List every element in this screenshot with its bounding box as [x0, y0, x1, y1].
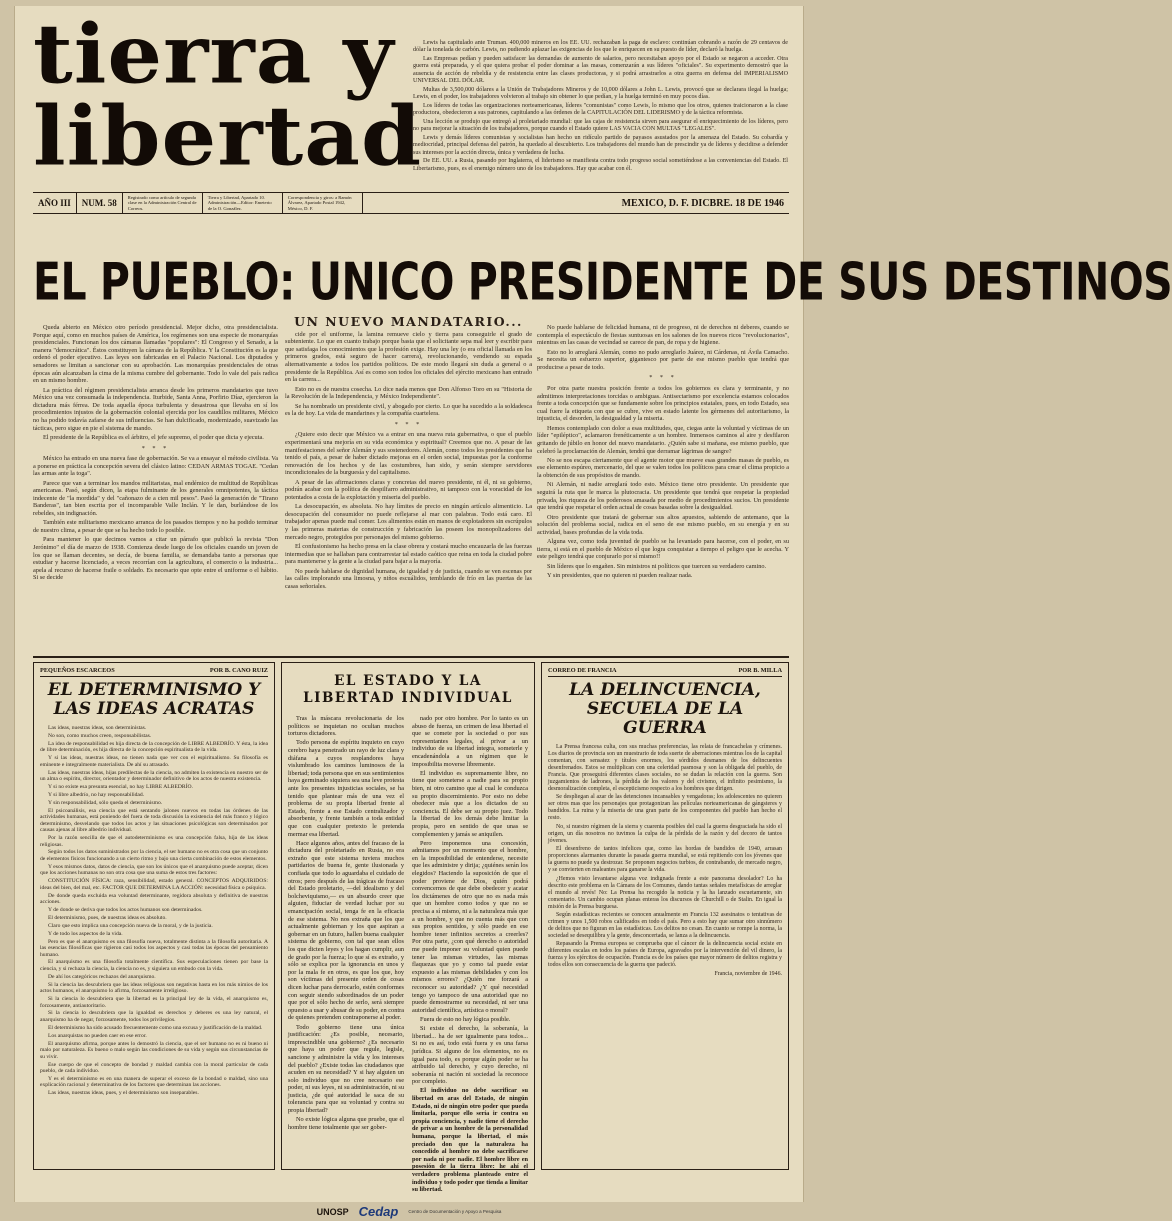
info-bar	[33, 192, 789, 214]
section-separator: * * *	[649, 374, 677, 382]
title-line: EL DETERMINISMO Y	[47, 680, 261, 700]
paragraph: Lewis y demás líderes comunistas y socialistas han hecho un ridículo partido de payasos asustados por la amenaza del Estado. Su cobardía y mediocridad, principal defensa del patrón, ha quedado al descubierto. Los trabajadores del mundo han de prescindir ya de líderes y decidirse a defender sus intereses por la acción directa, única y verdadera de lucha.	[413, 135, 788, 156]
masthead-title-line1: tierra y	[33, 6, 395, 103]
publisher-note: Tierra y Libertad, Apartado 10. Administración—Editor: Emeterio de la O. González.	[203, 193, 283, 213]
main-headline: EL PUEBLO: UNICO PRESIDENTE DE SUS DESTINOS	[33, 252, 1172, 312]
paragraph: El desenfreno de tantos infelices que, como las hordas de bandidos de 1940, arrasan proporciones alarmantes durante la pasada guerra mundial, se está repitiendo con los jóvenes que la guerra no puede ya destrozar. Se proponen negocios turbios, de contrabando, de mercado negro, y se convierten en maleantes para ganarse la vida.	[548, 846, 782, 874]
article-title	[40, 681, 268, 719]
section-separator: * * *	[141, 444, 170, 452]
masthead-title-line2: libertad	[33, 88, 423, 185]
article-box-estado-libertad	[281, 662, 535, 1194]
paragraph: De EE. UU. a Rusia, pasando por Inglaterra, el liderismo se manifiesta contra todo progreso social sometiéndose a las conveniencias del Estado. El Libertarismo, pues, es el enemigo número uno de los trabajadores. Hay que acabar con él.	[413, 158, 788, 172]
paragraph: El determinismo, pues, de nuestras ideas es absoluto.	[48, 914, 167, 921]
paragraph: Esto no lo arreglará Alemán, como no pudo arreglarlo Juárez, ni Cárdenas, ni Ávila Camacho. Se necesita un esfuerzo superior, gigantesco por parte de ese mismo pueblo que tendrá que producirse a pesar de todo.	[537, 348, 789, 371]
paragraph: El confusionismo ha hecho presa en la clase obrera y costará mucho encauzarla de las fuerzas intermedias que se hallaban para contrarrestar tal estado caótico que reina en toda la ciudad pobre para mantenerse y la gente a la ciudad para bajar a la mayoría.	[285, 543, 532, 566]
paragraph: Todo gobierno tiene una única justificación: ¿Es posible, necesario, imprescindible una gobierno? ¿Es necesario que haya un poder que regule, legisle, sancione y administre la vida y los intereses del pueblo? ¿Existe todas las ciudadanos que acuden en su necesidad? Y si hay alguien un solo individuo que no cree necesario ese poder, ni sus leyes, ni su administración, ni su justicia, ¿de qué autoridad le saca de su tolerancia para que su voluntad y contra su propia libertad?	[288, 1023, 404, 1115]
paragraph: La desocupación, es absoluta. No hay límites de precio en ningún artículo alimenticio. La desocupación del consumidor no puede reflejarse al mar con palabras. Todo está caro. El trabajador apenas puede mal comer. Los alimentos están en manos de explotadores sin escrúpulos y las primeras materias de construcción y fabricación las poseen los monopolizadores del mercado negro, protegidos por personajes del mismo gobierno.	[285, 503, 532, 541]
paragraph: El anarquismo es una filosofía totalmente científica. Sus especulaciones tienen por base la ciencia, y si rechaza la ciencia, la ciencia no es, y siguiera un embudo con la vida.	[40, 959, 268, 972]
paragraph: De donde queda excluida esa voluntad determinante, regidora absoluta y definitiva de nuestras acciones.	[40, 892, 268, 906]
paragraph: La práctica del régimen presidencialista arranca desde los primeros mandatarios que tuvo México una vez consumada la independencia. Iturbide, Santa Anna, Porfirio Díaz, ejercieron la dictadura más férrea. De toda aquella época turbulenta y desastrosa que llevaba en sí los procedimientos injustos de la gobernación colonial ejercida por los caudillos militares, México no ha podido todavía zafarse de sus influencias. Se han dulcificado, modernizado, suavizado las tácticas, pero sigue en pie el sistema de mando.	[33, 386, 278, 432]
paragraph: Repasando la Prensa europea se comprueba que el cáncer de la delincuencia social existe en diferentes escalas en todos los países de Europa, agravados por la intervención del vil dinero, la fuerza y los ejércitos de ocupación. Francia es de los países que mayor número de delitos registra y todos ellos son consecuencia de la guerra que padeció.	[548, 941, 782, 969]
paragraph: Las ideas, nuestras ideas, hijas predilectas de la ciencia, no admiten la existencia en nuestro ser de un alma o espíritu, director, orientador y determinador definitivo de los actos de nuestra existencia.	[40, 769, 268, 783]
paragraph: Tras la máscara revolucionaria de los políticos se inquietan no ocultan muchos torturos dictadores.	[288, 715, 404, 738]
paragraph: Se despliegan al azar de las detenciones incansables y vengadoras; los adolescentes no quieren ser otros mas que los personajes que protagonizan las películas norteamericanas de gángsteres y bandidos. La ruina y la miseria de una gran parte de los componentes del pueblo han hecho el resto.	[548, 794, 782, 822]
paragraph: Hemos contemplado con dolor a esas multitudes, que, ciegas ante la voluntad y víctimas de un líder "epiléptico", aclamaron frenéticamente a un hombre. Inmensos caminos al aire y desfilaron gritando de júbilo en honor del nuevo mandatario. ¿Quién sabe si mañana, ese mismo pueblo, que celebró la proclamación de Alemán, tendrá que derramar lágrimas de sangre?	[537, 424, 789, 455]
paragraph: Pero imponemos una concesión, admitamos por un momento que el hombre, en la imposibilidad de entenderse, necesite que les administre y dirija; ¿quiénes serán los elegidos? Haciendo la suposición de que el poder proviene de Dios, quién podrá convencernos de que debe obedecer y acatar los dictámenes de otro que no es nada más que un hombre como todos y que no se precisa a sí mismo, ni a la naturaleza más que a un hombre, y que no cuenta más que con sus propios sentidos, y sólo puede en ese hombre tener infinitos secretos a creerles? Por otra parte, ¿con qué derecho o autoridad me puede imponer su voluntad quien puede tener las mismas virtudes, las mismas flaquezas que yo y como tal puede estar expuesto a las mismas debilidades y con los mismos errores? ¿Quién me forzará a reconocer su autoridad? ¿Y qué necesidad tengo yo tampoco de una autoridad que no puede demostrarme su necesidad, ni ser una autoridad científica, artística o moral?	[412, 839, 528, 1014]
paragraph: Y sin presidentes, que no quieren ni pueden realizar nada.	[547, 572, 693, 580]
paragraph: Fuera de esto no hay lógica posible.	[420, 1015, 511, 1023]
paragraph: No, si nuestro régimen de la sierra y cuarenta posibles del cual la guerra desgraciada ha sido el origen, un día nosotros no tuvimos la culpa de la pérdida de la razón y del decoro de tantos jóvenes.	[548, 823, 782, 844]
paragraph: Y sin responsabilidad, sólo queda el determinismo.	[48, 799, 163, 806]
byline	[40, 667, 268, 677]
paragraph: Francia, noviembre de 1946.	[714, 970, 782, 977]
paragraph: Según todos los datos suministrados por la ciencia, el ser humano no es otra cosa que un conjunto de elementos físicos funcionando a un cierto ritmo y bajo una cierta combinación de estos elementos.	[40, 849, 268, 862]
article-body	[548, 744, 782, 978]
correspondence-note: Correspondencia y giros: a Ramón Álvarez, Apartado Postal 1942, México, D. F.	[283, 193, 363, 213]
paragraph: Y si libre albedrío, no hay responsabilidad.	[48, 791, 145, 798]
newspaper-page	[14, 6, 1172, 1202]
archive-caption: Centro de Documentación y Apoyo a Pesquisa	[408, 1209, 502, 1214]
paragraph: Hace algunos años, antes del fracaso de la dictadura del proletariado en Rusia, no era extraño que este sistema tuviera muchos partidarios de buena fe, gente ilusionada y confiada que todo lo aguardaba el cuidado de otros; pero después de las trágicas de fracaso del Estado proletario, —del idealismo y del bolcheviquismo,— es un absurdo creer que alguien, fiduciar de verdad luchar por su emancipación social, tenga fe en la eficacia de ese sistema. No nos extraña que los que actualmente gobiernan y los que aspiran a gobernar en un futuro, hallen buena cualquier sistema de gobierno, con tal que sean ellos los que dicten leyes y los hagan cumplir, aun de grado por la fuerza; lo que sí es extraño, y sólo se explica por la ignorancia en unos y por la mala fe en otros, es que los que, hoy son víctimas del presente orden de cosas dicen luchar para derrocarlo, estén conformes con seguir siendo subordinados de un poder que por el sólo hecho de serlo, será siempre opuesto a usar y abusar de su poder, en contra de quienes pretenden contraponerse al poder.	[288, 839, 404, 1022]
paragraph: Los anarquistas no pueden caer en ese error.	[48, 1032, 147, 1039]
paragraph: Si la ciencia lo descubriera que la igualdad es derechos y deberes es una ley natural, el anarquismo ha de negar, forzosamente, todos los privilegios.	[40, 1010, 268, 1023]
issue-year: AÑO III	[33, 193, 77, 213]
paragraph: Y si las ideas, nuestras ideas, no tienen nada que ver con el espiritualismo. Su filosofía es eminente e integralmente materialista. De ahí su atrasado.	[40, 755, 268, 768]
paragraph: De ahí los categóricos rechazos del anarquismo.	[48, 973, 156, 980]
article-body	[288, 715, 528, 1195]
section-separator: * * *	[394, 420, 423, 428]
paragraph: El determinismo ha sido acusado frecuentemente como una excusa y justificación de la maldad.	[48, 1024, 263, 1031]
paragraph: Según estadísticas recientes se conocen anualmente en Francia 132 asesinatos o tentativas de crimen y unos 1,500 robos calificados en todo el país. Pero a esto hay que sumar otro sinnúmero de delitos que no figuran en las estadísticas. Los delitos no cesan. En cuanto se rompe la norma, la sociedad se desequilibra y la gente, desconcertada, se lanza a la delincuencia.	[548, 911, 782, 939]
text-column	[412, 715, 528, 1195]
paragraph: Para mantener lo que decimos vamos a citar un párrafo que publicó la revista "Don Jerónimo" el día de marzo de 1938. Comienza desde luego de los oficiales cuando un joven de los que se llaman decentes, se decía, de buena familia, se demandaba tanto a personas que estudiar y hacerse licenciado, a veces recorrían con la agricultura, el comercio o la industria... apela al recurso de hacerse fraile o soldado. Es necesario que opte entre el uniforme o el hábito. Si se decide	[33, 536, 278, 582]
paragraph: El psicoanálisis, esa ciencia que está sentando jalones nuevos en todas las órdenes de las actividades humanas, está poniendo del fuera de toda discusión la existencia del más franco y lógico determinismo, desvelando que todos los actos y las situaciones psicológicas son determinados por causas ajenas al libre albedrío individual.	[40, 807, 268, 834]
paragraph: Y es el determinismo es en una manera de superar el exceso de la bondad o maldad, sino una explicación racional y determinativa de los factores que determinan las acciones.	[40, 1075, 268, 1089]
paragraph: Las ideas, nuestras ideas, son deterministas.	[48, 725, 147, 731]
paragraph: El presidente de la República es el árbitro, el jefe supremo, el poder que dicta y ejecuta.	[43, 433, 264, 441]
paragraph: Esto no es de nuestra cosecha. Lo dice nada menos que Don Alfonso Toro en su "Historia de la Revolución de la Independencia, y México Independiente".	[285, 385, 532, 401]
paragraph: No puede hablarse de dignidad humana, de igualdad y de justicia, cuando se ven escenas por las calles implorando una limosna, y niños escuálidos, temblando de frío en las puertas de las casas señoriales.	[285, 567, 532, 590]
paragraph: ¿Hemos visto levantarse alguna voz indignada frente a este panorama desolador? Lo ha descrito este problema en la Cámara de los Comunes, dando tantas señales metafísicas de arreglar el mundo al revés! No: La Prensa ha recogido la noticia y la ha lanzado escuetamente, sin comentario. Un cambio ocupan planas enteras los discursos de Churchill o de Stalin. En igual la misión de la Prensa burguesa.	[548, 875, 782, 910]
paragraph: Se ha nombrado un presidente civil, y abogado por cierto. Lo que ha sucedido a la soldadesca es la de hoy. La vida de mandarines y la compañía cuartelera.	[285, 402, 532, 418]
paragraph: Y si no existe esa presunta esencial, no hay LIBRE ALBEDRÍO.	[48, 783, 193, 790]
paragraph: Claro que esto implica una concepción nueva de la moral, y de la justicia.	[48, 922, 213, 929]
paragraph: No son, como muchos creen, responsabilistas.	[48, 732, 152, 739]
cedap-logo: Cedap	[358, 1204, 399, 1219]
paragraph: Las ideas, nuestras ideas, pues, y el determinismo son inseparables.	[48, 1090, 199, 1097]
issue-number: NUM. 58	[77, 193, 123, 213]
section-label: PEQUEÑOS ESCARCEOS	[40, 667, 115, 674]
byline	[548, 667, 782, 677]
article-title: EL ESTADO Y LA LIBERTAD INDIVIDUAL	[303, 673, 513, 706]
paragraph: Ni Alemán, ni nadie arreglará todo esto. México tiene otro presidente. Un presidente que seguirá la ruta que le marca la plutocracia. Un presidente que tendrá que respetar la propiedad privada, los riqueza de los poderosos amasada por medio de procedimientos sucios. Un presidente que tendrá que respetar el orden actual de cosas basadas sobre la desigualdad.	[537, 481, 789, 512]
paragraph: Alguna vez, como toda juventud de pueblo se ha levantado para hacerse, con el poder, en su tierra, si está en el pueblo de México el que logra conquistar a tiempo el peligro que le acecha. Y este peligro tendrá que conjurarlo por sí mismo!!	[537, 538, 789, 561]
paragraph: Otro presidente que tratará de gobernar sus altos apuestos, sabiendo de antemano, que la solución del problema social, radica en el seno de ese mismo pueblo, en su energía y en su actividad, bases profundas de la vida toda.	[537, 513, 789, 536]
archive-footer	[14, 1202, 804, 1221]
paragraph: Y de donde se deriva que todos los actos humanos son determinados.	[48, 906, 203, 913]
paragraph: Una lección se produjo que entregó al proletariado mundial: que las cajas de resistencia sirven para asegurar el enriquecimiento de los líderes, pero no para mejorar la situación de los trabajadores, porque cuando el Estado quiere LAS VACIA CON MULTAS "LEGALES".	[413, 118, 788, 133]
horizontal-rule	[33, 656, 789, 658]
text-column	[288, 715, 404, 1195]
article-box-determinismo	[33, 662, 275, 1170]
paragraph: cide por el uniforme, la lamina remueve cielo y tierra para conseguirle el grado de subteniente. Lo que en cuanto trabajo porque basta que el solicitante sepa mal leer y escribir para que satisfaga los conocimientos que la profesión exige. Hay una ley (o era oficial llamada en los primeros grados, está seguro de hacer carrera), revolucionando, vendiendo su espada alternativamente a todos los partidos políticos. De este modo llegará sin duda a general o a presidente de la República. Así es como son todos los oficiales del ejército mexicano han entrado en la carrera...	[285, 330, 532, 384]
paragraph: Todo persona de espíritu inquieto en cuyo cerebro haya penetrado un rayo de luz clara y diáfana a cuyos resplandores haya vislumbrado los caminos luminosos de la libertad; toda persona que en sus sentimientos haya germinado siquiera sea una leve protesta ante los presentes injusticias sociales, se ha tenido que plantear más de una vez el problema de su propia libertad frente al Estado, frente a ese Estado centralizador y absorbente, y frente también a toda entidad que con cualquier pretexto le pretenda mermar esa libertad.	[288, 739, 404, 838]
title-line: SECUELA DE LA GUERRA	[586, 699, 744, 738]
article-title	[548, 681, 782, 738]
paragraph: Lewis ha capitulado ante Truman. 400,000 mineros en los EE. UU. rechazaban la paga de esclavo: continúan cobrando a razón de 29 centavos de dólar la tonelada de carbón. Lewis, no pudiendo aplazar las exigencias de los que le enriquecen en su puesto de líder, declaró la huelga.	[413, 40, 788, 54]
paragraph: Ese cuerpo de que el concepto de bondad y maldad cambia con la moral particular de cada pueblo, de cada individuo.	[40, 1061, 268, 1075]
paragraph: También este militarismo mexicano arranca de los pasados tiempos y no ha podido terminar de nuestro clima, a pesar de que se ha hecho todo lo posible.	[33, 519, 278, 535]
paragraph: Y esos mismos datos, datos de ciencia, que son los únicos que el anarquismo puede aceptar, dicen que los acciones humanas no son otra cosa que una suma de estos tres factores:	[40, 863, 268, 877]
top-column	[413, 40, 788, 175]
section-label: CORREO DE FRANCIA	[548, 667, 617, 674]
paragraph: Si la ciencia lo descubriera que la libertad es la principal ley de la vida, el anarquismo es, forzosamente, antiautoritario.	[40, 996, 268, 1009]
author-label: POR B. CANO RUIZ	[209, 667, 268, 674]
paragraph: El anarquismo afirma, porque antes lo demostró la ciencia, que el ser humano no es ni bueno ni malo por naturaleza. Es bueno o malo según las condiciones de su vida y según sus circunstancias de su vivir.	[40, 1040, 268, 1060]
paragraph: Si la ciencia las descubriera que las ideas religiosas son negativas hasta en los más nimios de los actos humanos, el anarquismo lo afirma, forzosamente irreligioso.	[40, 981, 268, 995]
paragraph: nado por otro hombre. Por lo tanto es un abuso de fuerza, un crimen de lesa libertad el que se comete por la sociedad o por sus representantes legales, al privar a un individuo de su libertad íntegra, someterle y encadenándola a un régimen que le imposibilita moverse libremente.	[412, 715, 528, 768]
paragraph: Las Empresas pedían y pueden satisfacer las demandas de aumento de salarios, pero necesitaban apoyo por el Estado se negaron a acceder. Otra guerra está preparada, y el que quiera probar el poder dominar a las masas, comenzarán a sus líderes "oficiales". Su experimento demostró que la ausencia de acción de rebeldía y de resistencia entre las clases productoras, y si podrá arrastrarlos a otra guerra en defensa del IMPERIALISMO UNIVERSAL DEL DÓLAR.	[413, 56, 788, 84]
paragraph: Parece que van a terminar los mandos militaristas, mal endémico de multitud de Repúblicas americanas. Pasó, según dicen, la etapa fulminante de los generales omnipotentes, la táctica indecente de "la mordida" y del "cañonazo de a cien mil pesos". Pasó la generación de "Tirano Banderas", tan bien escrita por el incomparable Valle Inclán. Y le dan, burlándose de los rebeldes, sin indignación.	[33, 479, 278, 518]
paragraph: No existe lógica alguna que pruebe, que el hombre tiene totalmente que ser gober-	[288, 1116, 404, 1131]
paragraph: Sin líderes que lo engañen. Sin ministros ni políticos que tuercen su verdadero camino.	[547, 562, 767, 570]
title-line: LAS IDEAS ACRATAS	[53, 699, 255, 719]
title-line: LA DELINCUENCIA,	[569, 680, 761, 700]
paragraph: Multas de 3,500,000 dólares a la Unión de Trabajadores Mineros y de 10,000 dólares a John L. Lewis, provocó que se declarara ilegal la huelga; Lewis, en el poder, los trabajadores volvieron al trabajo sin obtener lo que pedían, y la huelga terminó en muy pocos días.	[413, 86, 788, 101]
paragraph: Queda abierto en México otro período presidencial. Mejor dicho, otra presidencialista. Porque aquí, como en muchos países de América, los regímenes son una especie de monarquías presidenciales. Funcionan los dos cámaras llamadas "populares": El Congreso y el Senado, a la manera "democrática". Éstos constituyen la cámara de la República. Y la Constitución es la que ordenó el poder ejecutivo. Las leyes son fabricadas en el Palacio Nacional. Los diputados y senadores se limitan a sancionar con su aprobación. Las monarquías presidenciales de otras épocas aún alcanzaban la cima de la misma cumbre del gobernante. Todo lo vale del país radica en un mismo hombre.	[33, 324, 278, 385]
issue-date: MEXICO, D. F. DICBRE. 18 DE 1946	[621, 197, 784, 209]
article-box-delincuencia	[541, 662, 789, 1170]
paragraph: Por otra parte nuestra posición frente a todos los gobiernos es clara y terminante, y no admitimos interpretaciones torcidas o ambiguas. Antisectarismo por excelencia estamos colocados frente a toda concepción que se fundamente sobre los principios estatales, pues, en todo Estado, sea cual fuere la etiqueta con que se cubre, vive en estado latente los gérmenes del autoritarismo, la injusticia, el desorden, la desigualdad y la miseria.	[537, 384, 789, 423]
masthead	[33, 6, 423, 185]
paragraph: La Prensa francesa culta, con sus muchas preferencias, las relata de francachelas y crímenes. Los diarios de provincia son un muestrario de toda suerte de aberraciones mientras los de la capital comentan, con sensatez y títulos enormes, los sórdidos desmanes de los delincuentes desenfrenados. Estos se multiplican con una celeridad pasmosa y son la obligada del pueblo, de Francia. Que proseguirá diferentes clases sociales, no se dudan la relación con la guerra. Son juzgamientos de ladrones, la pérdida de los valores y del civismo, el infinito pesimismo, la desmoralización completa, el escepticismo respecto a los hombres que dirigen.	[548, 744, 782, 792]
unosp-logo: UNOSP	[316, 1206, 349, 1217]
registration-note: Registrado como artículo de segunda clase en la Administración Central de Correos.	[123, 193, 203, 213]
paragraph: El individuo es supremamente libre, no tiene que someterse a nadie para su propio bien, ni otro camino que al cual le conduzca su propio discernimiento. Por esto no debe obedecer más que a los dictados de su conciencia. El debe ser su propio juez. Todo la libertad de los demás debe limitar la propia, pero en sentido de que unas se complementen y jamás se aniquilen.	[412, 769, 528, 838]
article-subheading: UN NUEVO MANDATARIO...	[294, 314, 523, 329]
paragraph: Pero es que el anarquismo es una filosofía nueva, totalmente distinta a la filosofía autoritaria. A las esencias filosóficas que rigieron casi todos los aspectos y casi todas las épocas del pensamiento humano.	[40, 938, 268, 958]
paragraph: No se nos escapa ciertamente que el agente motor que mueve esas grandes masas de pueblo, es ese elemento espúreo, mercenario, del que se valen todos los políticos para crear el clima propicio a la obtención de sus propósitos de mando.	[537, 456, 789, 480]
paragraph: La idea de responsabilidad es hija directa de la concepción de LIBRE ALBEDRÍO. Y ésta, la idea de libre determinación, es hija directa de la concepción espiritualista de la vida.	[40, 740, 268, 754]
article-column-3	[537, 324, 789, 582]
author-label: POR B. MILLA	[738, 667, 782, 674]
paragraph: Los líderes de todas las organizaciones norteamericanas, líderes "comunistas" como Lewis, lo mismo que los otros, quienes traicionaron a la clase productora, obedecieron a sus patrones, capitulando a las órdenes de la CAPITULACIÓN DEL LIDERISMO y de la táctica reformista.	[413, 102, 788, 117]
article-column-1	[33, 324, 278, 584]
paragraph: Si existe el derecho, la soberanía, la libertad... ha de ser igualmente para todos... Si no es así, todo está fuera y es una farsa jurídica. Si alguno de los elementos, no es igual para todo, es porque algún poder se ha atribuido tal derecho, y cuyo derecho, ni soberanía ni nación ni sociedad la reconoce por completo.	[412, 1025, 528, 1086]
paragraph: No puede hablarse de felicidad humana, ni de progreso, ni de derechos ni deberes, cuando se contempla el espectáculo de fiestas suntuosas en los salones de los nuevos ricos "revolucionarios", mientras en las casas de vecindad se carece de pan, de ropa y de higiene.	[537, 324, 789, 347]
paragraph: CONSTITUCIÓN FÍSICA: raza, sensibilidad, estado general. CONCEPTOS ADQUIRIDOS: ideas del bien, del mal, etc. FACTOR QUE DETERMINA LA ACCIÓN: necesidad física o psíquica.	[40, 878, 268, 891]
article-column-2	[285, 314, 532, 592]
paragraph: Y de todo los aspectos de la vida.	[48, 930, 123, 937]
article-body	[40, 725, 268, 1097]
paragraph: A pesar de las afirmaciones claras y concretas del nuevo presidente, ni él, ni su gobierno, podrán acabar con la política de despilfarro administrativo, ni tampoco con la voracidad de los potentados a costa de la explotación y miseria del pueblo.	[285, 478, 532, 501]
paragraph: México ha entrado en una nueva fase de gobernación. Se va a ensayar el método civilista. Va a ponerse en práctica la concepción severa del clásico latino: CEDAN ARMAS TOGAE. "Cedan las armas ante la toga".	[33, 455, 278, 478]
paragraph: Por la razón sencilla de que el autodeterminismo es una concepción falsa, hija de las ideas religiosas.	[40, 835, 268, 848]
paragraph: ¿Quiere esto decir que México va a entrar en una nueva ruta gubernativa, o que el pueblo experimentará una mejoría en su vida económica y espiritual? Creemos que no. A pesar de las manifestaciones del señor Alemán y sus sostenedores. Alemán, como todos los presidentes que ha tenido el país, a pesar de haber dictado mejoras en el orden social, impuestas por la conforme renovación de los hechos y de las costumbres, han sido, y serán siempre servidores incondicionales de la burguesía y del capitalismo.	[285, 431, 532, 477]
paragraph: El individuo no debe sacrificar su libertad en aras del Estado, de ningún Estado, ni de ningún otro poder que pueda limitarla, porque ello sería ir contra su propia conciencia, y nadie tiene el derecho de privar a un hombre de la personalidad humana, porque la libertad, el más preciado don que la naturaleza ha concedido al hombre no debe sacrificarse por nada ni por nadie. El hombre libre en posesión de la tierra libre: he ahí el verdadero problema planteado entre el individuo y todo poder que tienda a limitar su libertad.	[412, 1087, 528, 1194]
